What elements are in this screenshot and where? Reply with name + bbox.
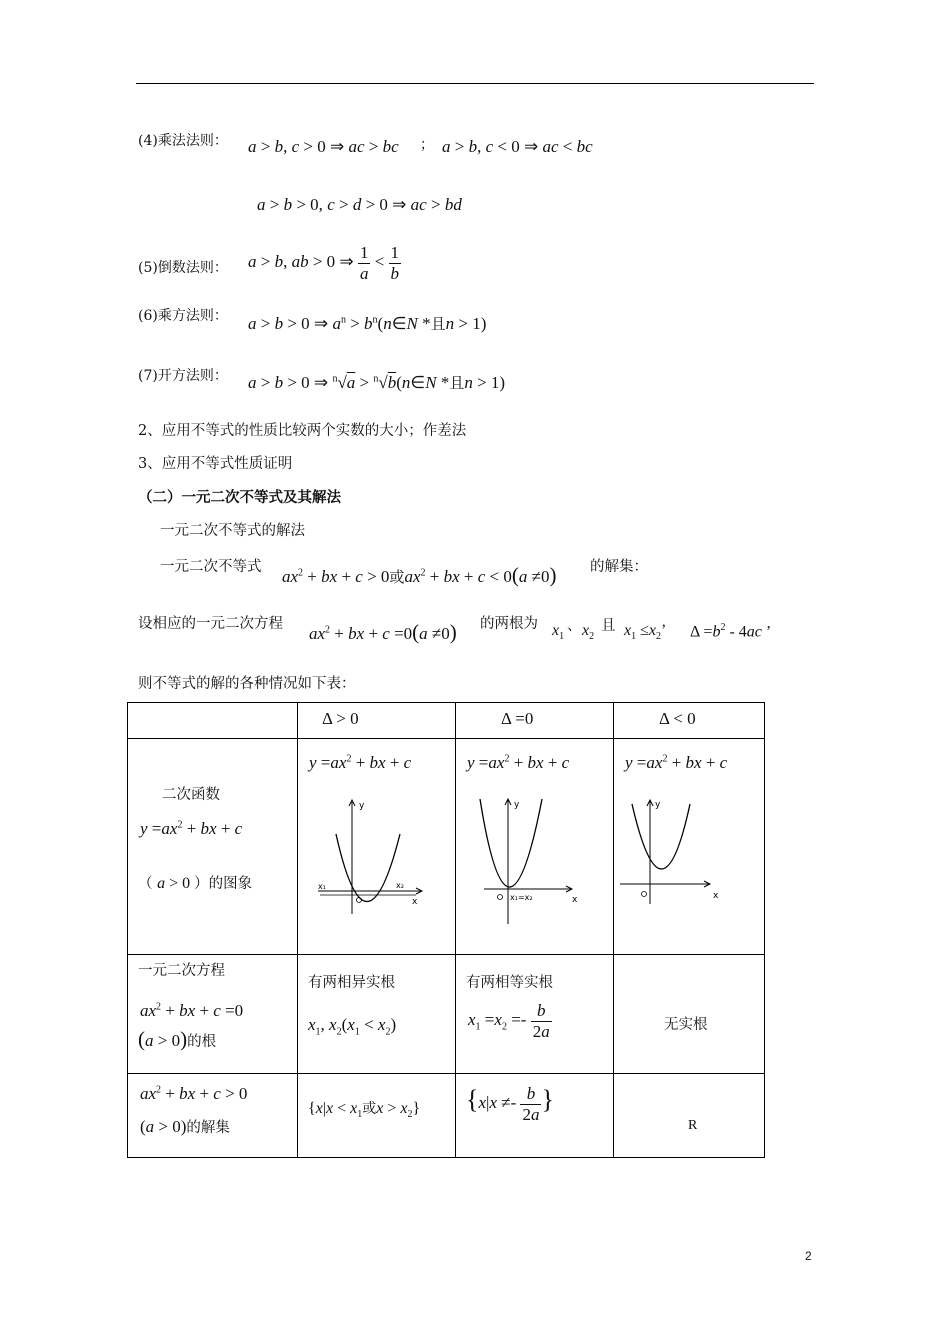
roots-title: 一元二次方程 <box>138 963 225 979</box>
parabola-one-root <box>474 789 594 929</box>
item-3: 3、应用不等式性质证明 <box>138 456 293 472</box>
table-intro: 则不等式的解的各种情况如下表： <box>138 676 356 692</box>
graph-pos-formula: $y =ax^2$ + bx + c <box>309 753 412 772</box>
svg-text:y: y <box>655 800 661 810</box>
header-blank <box>128 703 298 739</box>
rule-6-formula: a > b > 0 ⇒ $a^n$ > $b^n(n\in N$ *且n > 1) <box>248 314 487 333</box>
solution-table <box>127 702 765 1158</box>
rule-4-formula-c: a > b > 0, c > d > 0 ⇒ ac > bd <box>257 195 462 214</box>
graph-title: 二次函数 <box>162 787 220 803</box>
solution-label-cell <box>128 1074 298 1158</box>
section-heading: （二）一元二次不等式及其解法 <box>138 490 341 506</box>
ineq-suffix: 的解集： <box>590 559 648 575</box>
roots-condition: (a > 0)的根 <box>138 1027 217 1051</box>
table-row-graph <box>128 739 765 955</box>
graph-cell-pos <box>298 739 456 955</box>
roots-pos-formula: $x_1$, $x_2(x_1 < x_2)$ <box>308 1015 397 1038</box>
ineq-intro: 一元二次不等式 <box>160 559 262 575</box>
page-number: 2 <box>805 1249 812 1263</box>
subheading-method: 一元二次不等式的解法 <box>160 523 305 539</box>
graph-zero-formula: $y =ax^2$ + bx + c <box>467 753 570 772</box>
rule-4-formula-b: a > b, c < 0 ⇒ ac < bc <box>442 137 593 156</box>
graph-cell-zero <box>456 739 614 955</box>
solution-neg: R <box>688 1118 698 1133</box>
roots-x1: $x_1$ <box>552 622 565 643</box>
solution-cell-neg <box>614 1074 765 1158</box>
solution-pos: {$x|x < x_1$或$x > x_2$} <box>308 1100 421 1121</box>
rule-4-formula-a: a > b, c > 0 ⇒ ac > bc <box>248 137 399 156</box>
graph-label-cell <box>128 739 298 955</box>
graph-condition: （ a > 0 ）的图象 <box>138 875 253 892</box>
rule-4-separator: ； <box>420 138 434 153</box>
graph-function: $y =ax^2$ + bx + c <box>140 819 243 838</box>
header-rule <box>136 83 814 84</box>
item-2: 2、应用不等式的性质比较两个实数的大小；作差法 <box>138 423 467 439</box>
rule-5-formula: a > b, ab > 0 ⇒ $\frac{1}{a}$ < $\frac{1}{b}$ <box>248 243 400 283</box>
roots-sep: 、 <box>567 618 582 634</box>
solution-inequality: $ax^2$ + bx + c > 0 <box>140 1084 248 1103</box>
parabola-no-roots <box>618 794 728 914</box>
svg-text:x₂: x₂ <box>396 881 404 890</box>
svg-text:x: x <box>412 897 418 907</box>
equation-intro: 设相应的一元二次方程 <box>138 616 283 632</box>
roots-neg-text: 无实根 <box>664 1017 708 1033</box>
svg-text:x₁: x₁ <box>318 882 326 891</box>
graph-cell-neg <box>614 739 765 955</box>
solution-cell-pos <box>298 1074 456 1158</box>
roots-cell-neg <box>614 955 765 1074</box>
rule-5-label: (5)倒数法则： <box>138 260 228 276</box>
ineq-forms: $ax^2$ + bx + c > 0或$ax^2$ + bx + c < 0(a ≠0) <box>282 563 557 587</box>
roots-order: $x_1 \le x_2$’ <box>624 622 667 643</box>
roots-zero-text: 有两相等实根 <box>466 975 553 991</box>
table-header-row <box>128 703 765 739</box>
solution-condition: (a > 0)的解集 <box>140 1117 230 1136</box>
header-delta-pos: Δ > 0 <box>298 703 456 739</box>
equation-mid: 的两根为 <box>480 616 538 632</box>
svg-text:x: x <box>713 891 719 901</box>
graph-neg-formula: $y =ax^2$ + bx + c <box>625 753 728 772</box>
rule-7-formula: a > b > 0 ⇒ $^n$√a > $^n$√b(n∈N *且n > 1) <box>248 373 506 392</box>
solution-cell-zero <box>456 1074 614 1158</box>
svg-text:y: y <box>514 800 520 810</box>
roots-cell-zero <box>456 955 614 1074</box>
table-row-solution <box>128 1074 765 1158</box>
svg-text:x: x <box>572 895 578 905</box>
roots-equation: $ax^2$ + bx + c =0 <box>140 1001 244 1020</box>
discriminant: $\Delta =b^2 - 4ac$ ’ <box>690 622 772 641</box>
svg-text:y: y <box>359 801 365 811</box>
solution-zero: {x|x ≠- $\frac{b}{2a}$ } <box>466 1084 554 1124</box>
equation-form: $ax^2$ + bx + c =0(a ≠0) <box>309 620 457 644</box>
roots-label-cell <box>128 955 298 1074</box>
roots-cell-pos <box>298 955 456 1074</box>
roots-pos-text: 有两相异实根 <box>308 975 395 991</box>
rule-6-label: (6)乘方法则： <box>138 308 228 324</box>
roots-zero-formula: $x_1 =x_2$ =- $\frac{b}{2a}$ <box>468 1001 550 1041</box>
svg-text:x₁=x₂: x₁=x₂ <box>510 893 533 902</box>
parabola-two-roots <box>316 794 426 919</box>
rule-4-label: (4)乘法法则： <box>138 133 228 149</box>
rule-7-label: (7)开方法则： <box>138 368 228 384</box>
roots-x2: $x_2$ <box>582 622 595 643</box>
roots-qie: 且 <box>601 618 616 634</box>
header-delta-zero: Δ =0 <box>456 703 614 739</box>
table-row-roots <box>128 955 765 1074</box>
header-delta-neg: Δ < 0 <box>614 703 765 739</box>
